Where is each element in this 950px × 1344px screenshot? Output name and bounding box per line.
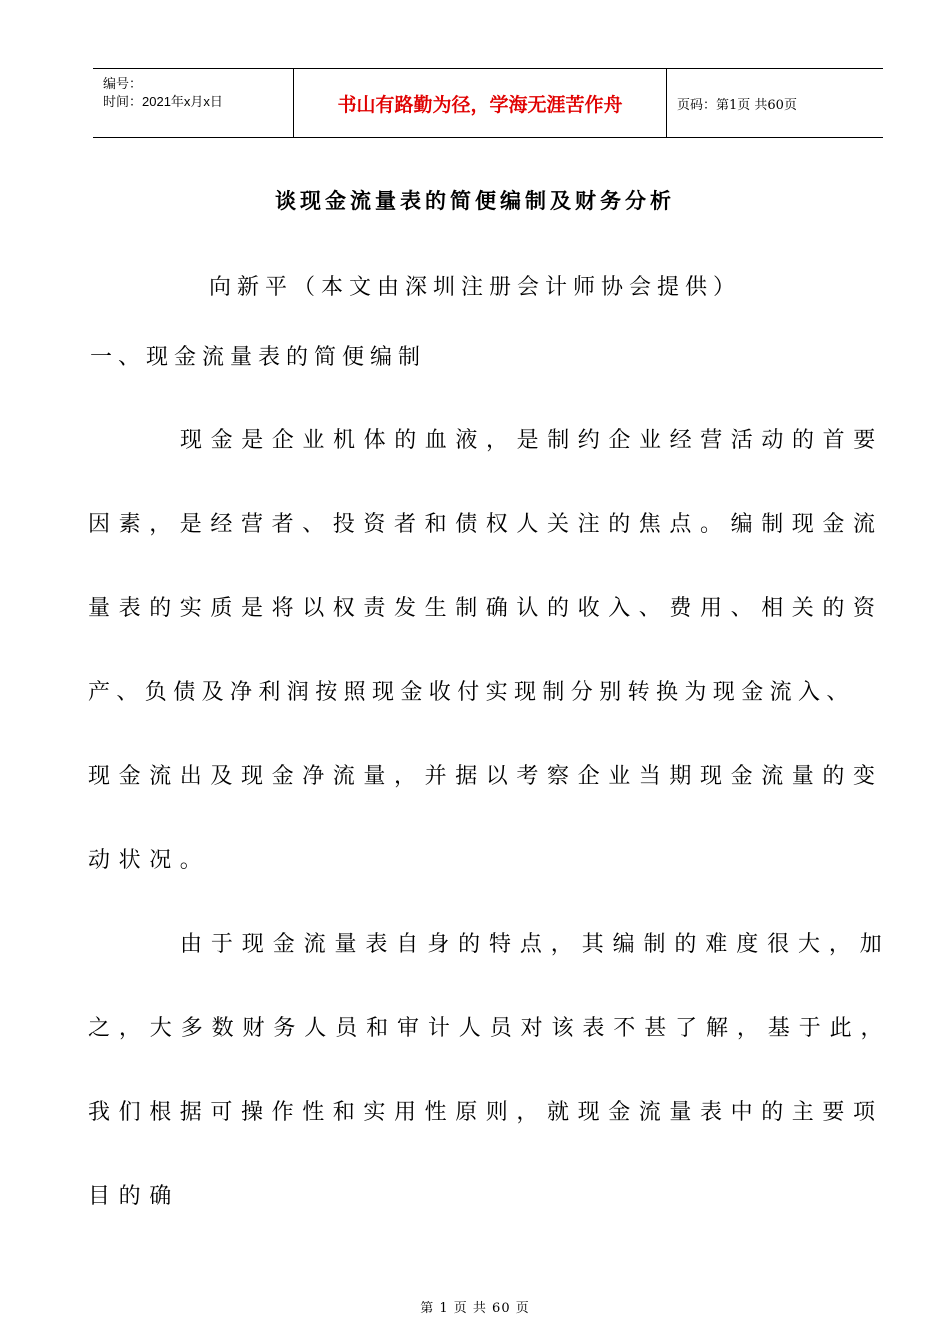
header-motto-cell	[294, 69, 667, 137]
header-page-cell	[667, 69, 883, 137]
paragraph-line: 因素，是经营者、投资者和债权人关注的焦点。编制现金流	[88, 512, 884, 537]
document-title: 谈现金流量表的简便编制及财务分析	[275, 189, 675, 213]
header-table	[93, 68, 883, 138]
header-motto: 书山有路勤为径，学海无涯苦作舟	[337, 93, 623, 116]
paragraph-line: 之，大多数财务人员和审计人员对该表不甚了解，基于此，	[88, 1016, 892, 1041]
header-info-cell	[93, 69, 294, 137]
paragraph-line: 产、负债及净利润按照现金收付实现制分别转换为现金流入、	[88, 680, 855, 705]
document-date-label: 时间：2021年x月x日	[103, 94, 223, 109]
header-page-info: 页码：第1页 共60页	[677, 97, 797, 113]
paragraph-line: 量表的实质是将以权责发生制确认的收入、费用、相关的资	[88, 596, 884, 621]
document-number-label: 编号：	[103, 76, 143, 91]
paragraph-line: 目的确	[88, 1184, 180, 1209]
paragraph-line: 由于现金流量表自身的特点，其编制的难度很大，加	[180, 932, 891, 957]
paragraph-line: 现金是企业机体的血液，是制约企业经营活动的首要	[180, 428, 884, 453]
document-author: 向新平（本文由深圳注册会计师协会提供）	[208, 275, 741, 300]
footer-page-number: 第 1 页 共 60 页	[420, 1301, 530, 1316]
paragraph-line: 动状况。	[88, 848, 211, 873]
section-heading: 一、现金流量表的简便编制	[90, 345, 427, 370]
paragraph-line: 现金流出及现金净流量，并据以考察企业当期现金流量的变	[88, 764, 884, 789]
paragraph-line: 我们根据可操作性和实用性原则，就现金流量表中的主要项	[88, 1100, 884, 1125]
